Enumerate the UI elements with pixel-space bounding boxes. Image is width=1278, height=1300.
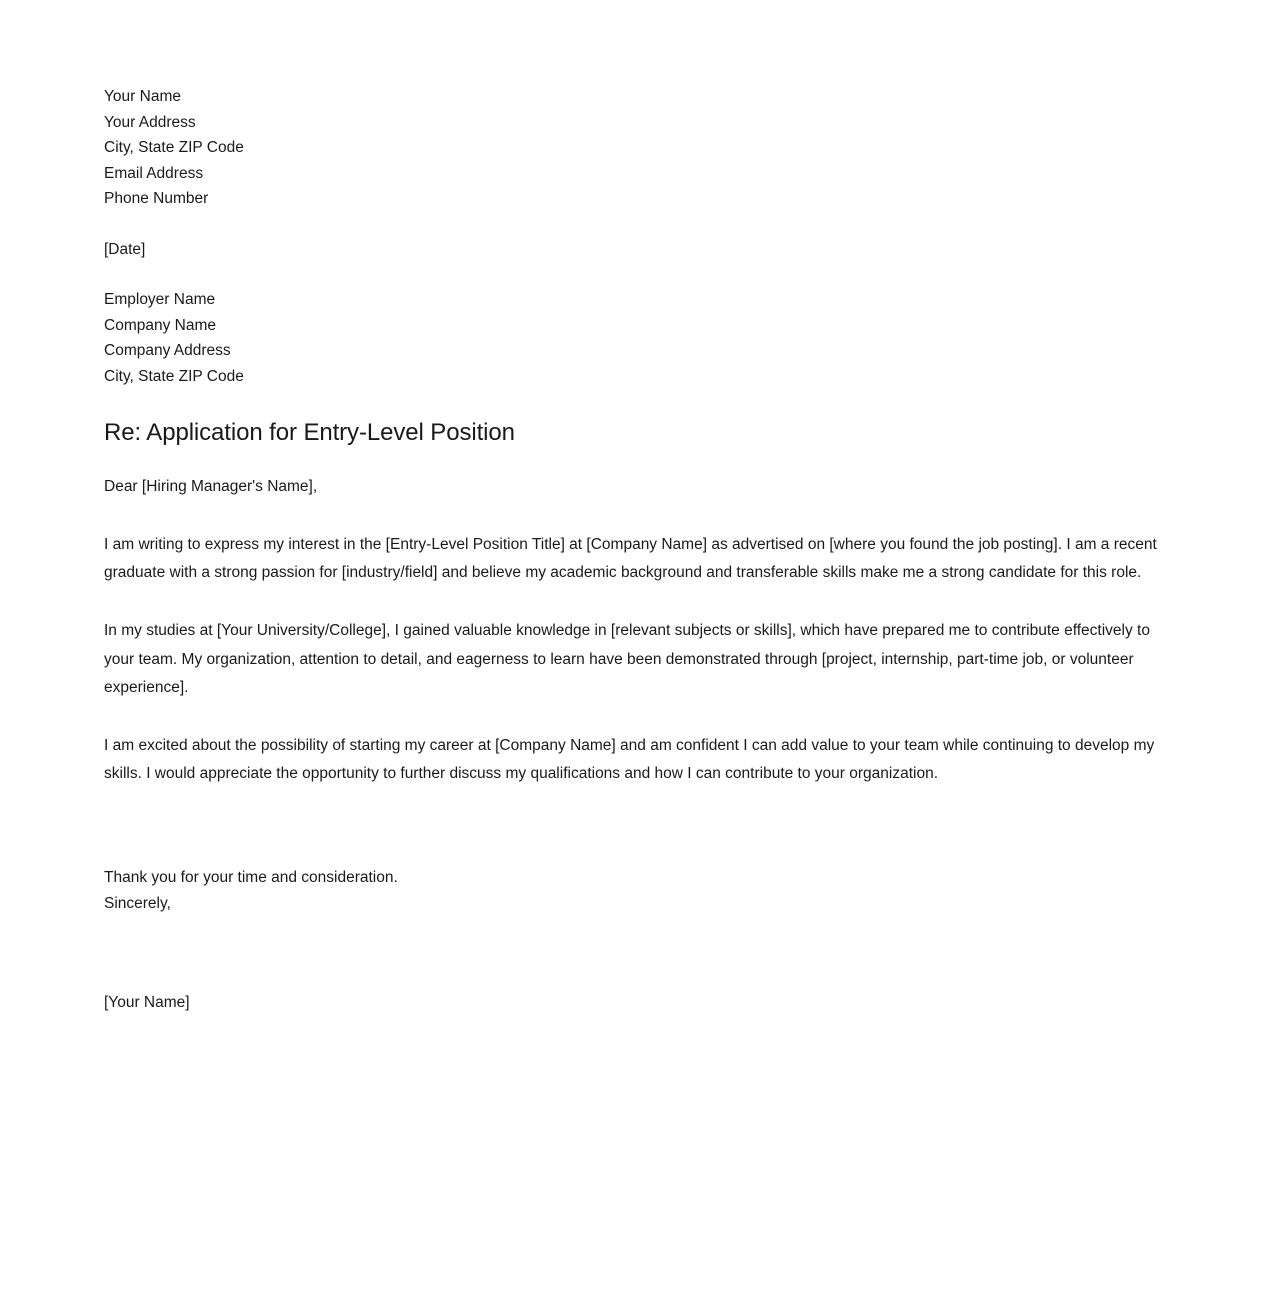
sender-address-block <box>104 84 1170 212</box>
signature-name: [Your Name] <box>104 994 190 1012</box>
salutation: Dear [Hiring Manager's Name], <box>104 478 318 495</box>
recipient-address-block <box>104 287 1170 389</box>
sender-name: Your Name <box>104 88 181 105</box>
recipient-employer-name: Employer Name <box>104 291 216 308</box>
body-paragraph-3: I am excited about the possibility of starting my career at [Company Name] and am confident I can add value to your team while continuing to develop my skills. I would appreciate the opportunity to further discuss my qualifications and how I can contribute to your organization. <box>104 737 1155 783</box>
sender-phone: Phone Number <box>104 190 209 207</box>
recipient-company-name: Company Name <box>104 316 216 334</box>
spacer-after-sender <box>104 212 1170 237</box>
body-paragraph-1: I am writing to express my interest in the [Entry-Level Position Title] at [Company Name] as advertised on [where you found the job posting]. I am a recent graduate with a strong passion for [industry/field] and believe my academic background and transferable skills make me a strong candidate for this role. <box>104 536 1157 582</box>
sender-email: Email Address <box>104 164 204 182</box>
body-paragraph-2: In my studies at [Your University/College], I gained valuable knowledge in [relevant subjects or skills], which have prepared me to contribute effectively to your team. My organization, attention to detail, and eagerness to learn have been demonstrated through [project, internship, part-time job, or volunteer experience]. <box>104 622 1150 696</box>
sender-street: Your Address <box>104 113 196 131</box>
spacer-after-date <box>104 262 1170 287</box>
signoff-line: Sincerely, <box>104 894 171 912</box>
recipient-company-address: Company Address <box>104 342 231 359</box>
recipient-city-state-zip: City, State ZIP Code <box>104 367 244 385</box>
sender-city-state-zip: City, State ZIP Code <box>104 139 244 156</box>
closing-block <box>104 865 1170 916</box>
subject-heading: Re: Application for Entry-Level Position <box>104 419 515 446</box>
thank-you-line: Thank you for your time and consideration. <box>104 869 398 887</box>
date-line: [Date] <box>104 240 146 258</box>
